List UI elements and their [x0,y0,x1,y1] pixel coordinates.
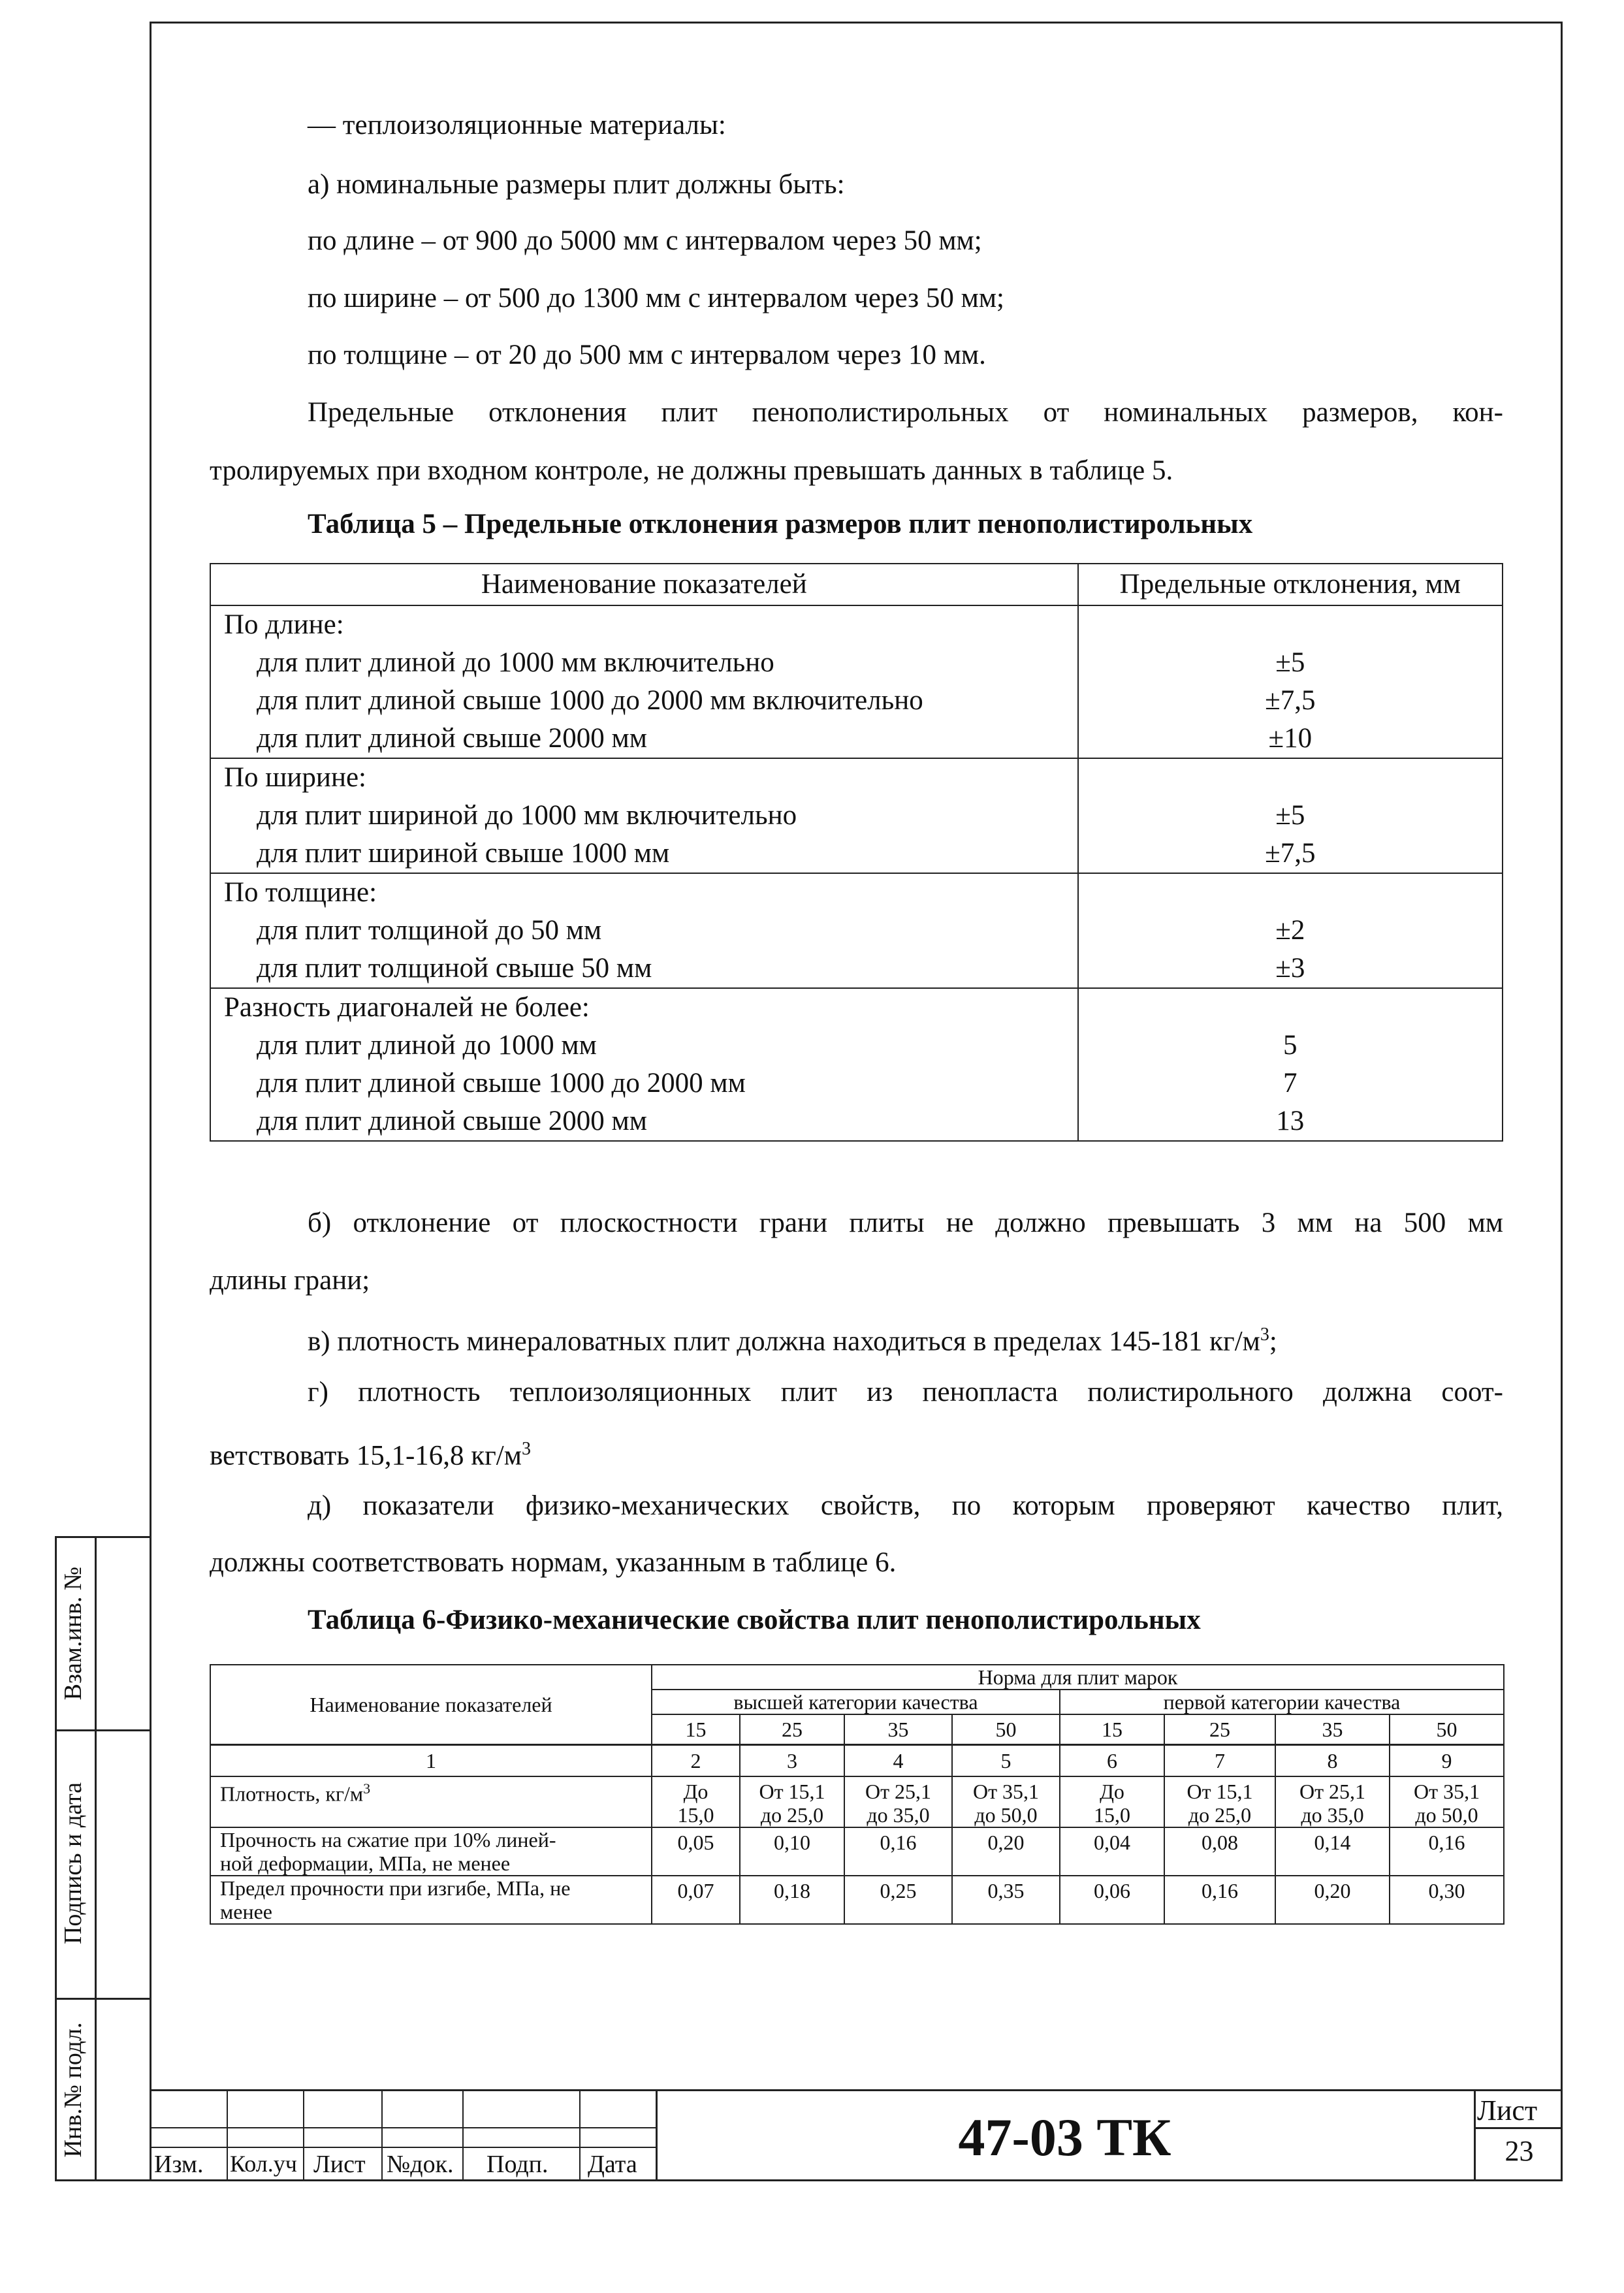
title-block-sheet-rule [1474,2127,1563,2129]
table6-value-cell: От 35,1 до 50,0 [1390,1776,1504,1827]
table5-row-value: ±7,5 [1265,838,1316,869]
table5-group-title: По ширине: [224,762,366,793]
thickness-range: по толщине – от 20 до 500 мм с интервалом через 10 мм. [308,340,986,370]
table5-group-row [210,605,1503,758]
table5-row-value: ±2 [1275,915,1305,946]
item-g-sup: 3 [521,1439,531,1459]
sheet-label: Лист [1477,2094,1538,2126]
table5-row-value: 7 [1283,1068,1298,1098]
table6-row-name [210,1776,652,1827]
table5-name-cell [210,873,1078,988]
table6-column-number: 2 [652,1745,740,1777]
table5-group-row [210,873,1503,988]
table6-value-cell: 0,10 [740,1827,844,1876]
deviations-paragraph-line2: тролируемых при входном контроле, не должны превышать данных в таблице 5. [210,455,1173,486]
table5-row-value: ±5 [1275,800,1305,831]
table5 [210,563,1503,1142]
table6-value-cell: До 15,0 [652,1776,740,1827]
table5-group-title: Разность диагоналей не более: [224,992,590,1023]
table6-value-cell: 0,35 [952,1876,1060,1924]
table5-caption: Таблица 5 – Предельные отклонения размеров плит пенополистирольных [308,509,1253,539]
table6-grade-header: 25 [740,1714,844,1745]
table6-column-number: 6 [1060,1745,1164,1777]
table5-header-name: Наименование показателей [210,564,1078,605]
table6-value-cell: До 15,0 [1060,1776,1164,1827]
table5-name-cell [210,605,1078,758]
table6-value-cell: 0,08 [1164,1827,1275,1876]
table6-row [210,1876,1504,1924]
table6-grade-header: 50 [952,1714,1060,1745]
table5-row-value: ±7,5 [1265,685,1316,716]
tb-col-data: Дата [588,2151,637,2178]
table6-norm-header: Норма для плит марок [652,1665,1504,1690]
side-stamp-rule-1 [55,1729,151,1731]
table5-row-value: 13 [1276,1106,1305,1136]
table6-value-cell: От 25,1 до 35,0 [844,1776,952,1827]
table6-row [210,1776,1504,1827]
table5-value-cell [1078,758,1503,873]
table6-row [210,1827,1504,1876]
table6-column-number: 4 [844,1745,952,1777]
table5-row-name: для плит длиной свыше 1000 до 2000 мм включительно [257,685,923,716]
item-v-text: в) плотность минераловатных плит должна находиться в пределах 145-181 кг/м [308,1326,1260,1357]
tb-col-list: Лист [313,2151,366,2178]
side-stamp-divider [95,1536,97,2181]
side-label-podpis: Подпись и дата [59,1782,87,1945]
intro-dash: — теплоизоляционные материалы: [308,110,726,140]
tb-col-ndok: №док. [387,2151,454,2178]
table6-column-number: 8 [1275,1745,1390,1777]
table6-header-name: Наименование показателей [210,1665,652,1745]
table5-row-name: для плит длиной свыше 2000 мм [257,723,647,754]
table6-caption: Таблица 6-Физико-механические свойства плит пенополистирольных [308,1605,1201,1635]
table6-cat-first: первой категории качества [1060,1690,1504,1714]
table6-row-name-text: Плотность, кг/м [220,1782,364,1806]
table6-grade-header: 25 [1164,1714,1275,1745]
table5-name-cell [210,758,1078,873]
table5-row-value: ±10 [1268,723,1313,754]
tb-col-izm: Изм. [154,2151,204,2178]
table5-row-name: для плит толщиной до 50 мм [257,915,602,946]
table6-row-name-sup: 3 [363,1780,371,1797]
table5-row-name: для плит толщиной свыше 50 мм [257,953,652,984]
document-code: 47-03 ТК [958,2108,1171,2167]
item-g-text: ветствовать 15,1-16,8 кг/м [210,1440,522,1471]
table6-value-cell: 0,14 [1275,1827,1390,1876]
tb-col-kol: Кол.уч [230,2151,297,2177]
table6-value-cell: 0,30 [1390,1876,1504,1924]
table6-column-number: 9 [1390,1745,1504,1777]
table6-value-cell: 0,07 [652,1876,740,1924]
item-v [308,1316,1277,1360]
table5-group-row [210,988,1503,1141]
side-label-inv: Инв.№ подл. [59,2022,87,2158]
table5-row-name: для плит шириной свыше 1000 мм [257,838,670,869]
table6-value-cell: 0,25 [844,1876,952,1924]
table6-value-cell: 0,20 [952,1827,1060,1876]
table6-value-cell: 0,16 [1164,1876,1275,1924]
table5-value-cell [1078,873,1503,988]
table5-group-row [210,758,1503,873]
tb-col-podp: Подп. [486,2151,549,2178]
side-label-vzam: Взам.инв. № [59,1566,87,1701]
table6-value-cell: 0,06 [1060,1876,1164,1924]
table6-row-name [210,1876,652,1924]
deviations-paragraph-line1: Предельные отклонения плит пенополистирольных от номинальных размеров, кон- [308,397,1503,428]
item-b-line1: б) отклонение от плоскостности грани плиты не должно превышать 3 мм на 500 мм [308,1208,1503,1238]
table5-row-name: для плит шириной до 1000 мм включительно [257,800,797,831]
item-v-end: ; [1269,1326,1277,1357]
table5-header-deviation: Предельные отклонения, мм [1078,564,1503,605]
table6-column-number: 7 [1164,1745,1275,1777]
table5-row-value: 5 [1283,1030,1298,1061]
item-a: а) номинальные размеры плит должны быть: [308,169,845,200]
table5-row-name: для плит длиной свыше 1000 до 2000 мм [257,1068,746,1098]
table6-value-cell: 0,16 [1390,1827,1504,1876]
item-g-line1: г) плотность теплоизоляционных плит из пенопласта полистирольного должна соот- [308,1377,1503,1407]
table5-group-title: По толщине: [224,877,377,908]
table6-cat-high: высшей категории качества [652,1690,1060,1714]
table6-row-name-text: Предел прочности при изгибе, МПа, не менее [220,1876,571,1923]
table5-value-cell [1078,988,1503,1141]
item-d-line1: д) показатели физико-механических свойств, по которым проверяют качество плит, [308,1490,1503,1521]
table6-value-cell: 0,05 [652,1827,740,1876]
table6-column-number: 5 [952,1745,1060,1777]
title-block-col-5 [579,2089,581,2181]
table6-column-number: 1 [210,1745,652,1777]
table5-row-value: ±5 [1275,647,1305,678]
table6-row-name-text: Прочность на сжатие при 10% линей- ной деформации, МПа, не менее [220,1828,556,1875]
title-block-col-2 [303,2089,304,2181]
title-block-col-1 [227,2089,228,2181]
item-d-line2: должны соответствовать нормам, указанным в таблице 6. [210,1547,897,1578]
table5-row-value: ±3 [1275,953,1305,984]
width-range: по ширине – от 500 до 1300 мм с интервалом через 50 мм; [308,283,1004,313]
table6-grade-header: 35 [844,1714,952,1745]
table6-grade-header: 50 [1390,1714,1504,1745]
table5-name-cell [210,988,1078,1141]
table6-value-cell: 0,20 [1275,1876,1390,1924]
title-block-col-3 [381,2089,383,2181]
table5-row-name: для плит длиной свыше 2000 мм [257,1106,647,1136]
table5-row-name: для плит длиной до 1000 мм включительно [257,647,774,678]
sheet-number: 23 [1505,2135,1534,2167]
table5-row-name: для плит длиной до 1000 мм [257,1030,597,1061]
item-b-line2: длины грани; [210,1265,370,1296]
table6-row-name [210,1827,652,1876]
length-range: по длине – от 900 до 5000 мм с интервалом через 50 мм; [308,225,982,256]
table6-column-number: 3 [740,1745,844,1777]
table6-value-cell: От 15,1 до 25,0 [740,1776,844,1827]
table6 [210,1664,1505,1925]
table6-value-cell: От 25,1 до 35,0 [1275,1776,1390,1827]
item-g-line2 [210,1430,531,1475]
table6-grade-header: 35 [1275,1714,1390,1745]
item-v-sup: 3 [1260,1324,1269,1345]
table6-value-cell: 0,04 [1060,1827,1164,1876]
table6-value-cell: 0,18 [740,1876,844,1924]
table6-value-cell: От 15,1 до 25,0 [1164,1776,1275,1827]
table5-group-title: По длине: [224,609,344,640]
title-block-col-4 [462,2089,464,2181]
table6-value-cell: От 35,1 до 50,0 [952,1776,1060,1827]
table6-grade-header: 15 [1060,1714,1164,1745]
table5-value-cell [1078,605,1503,758]
table6-grade-header: 15 [652,1714,740,1745]
table6-value-cell: 0,16 [844,1827,952,1876]
